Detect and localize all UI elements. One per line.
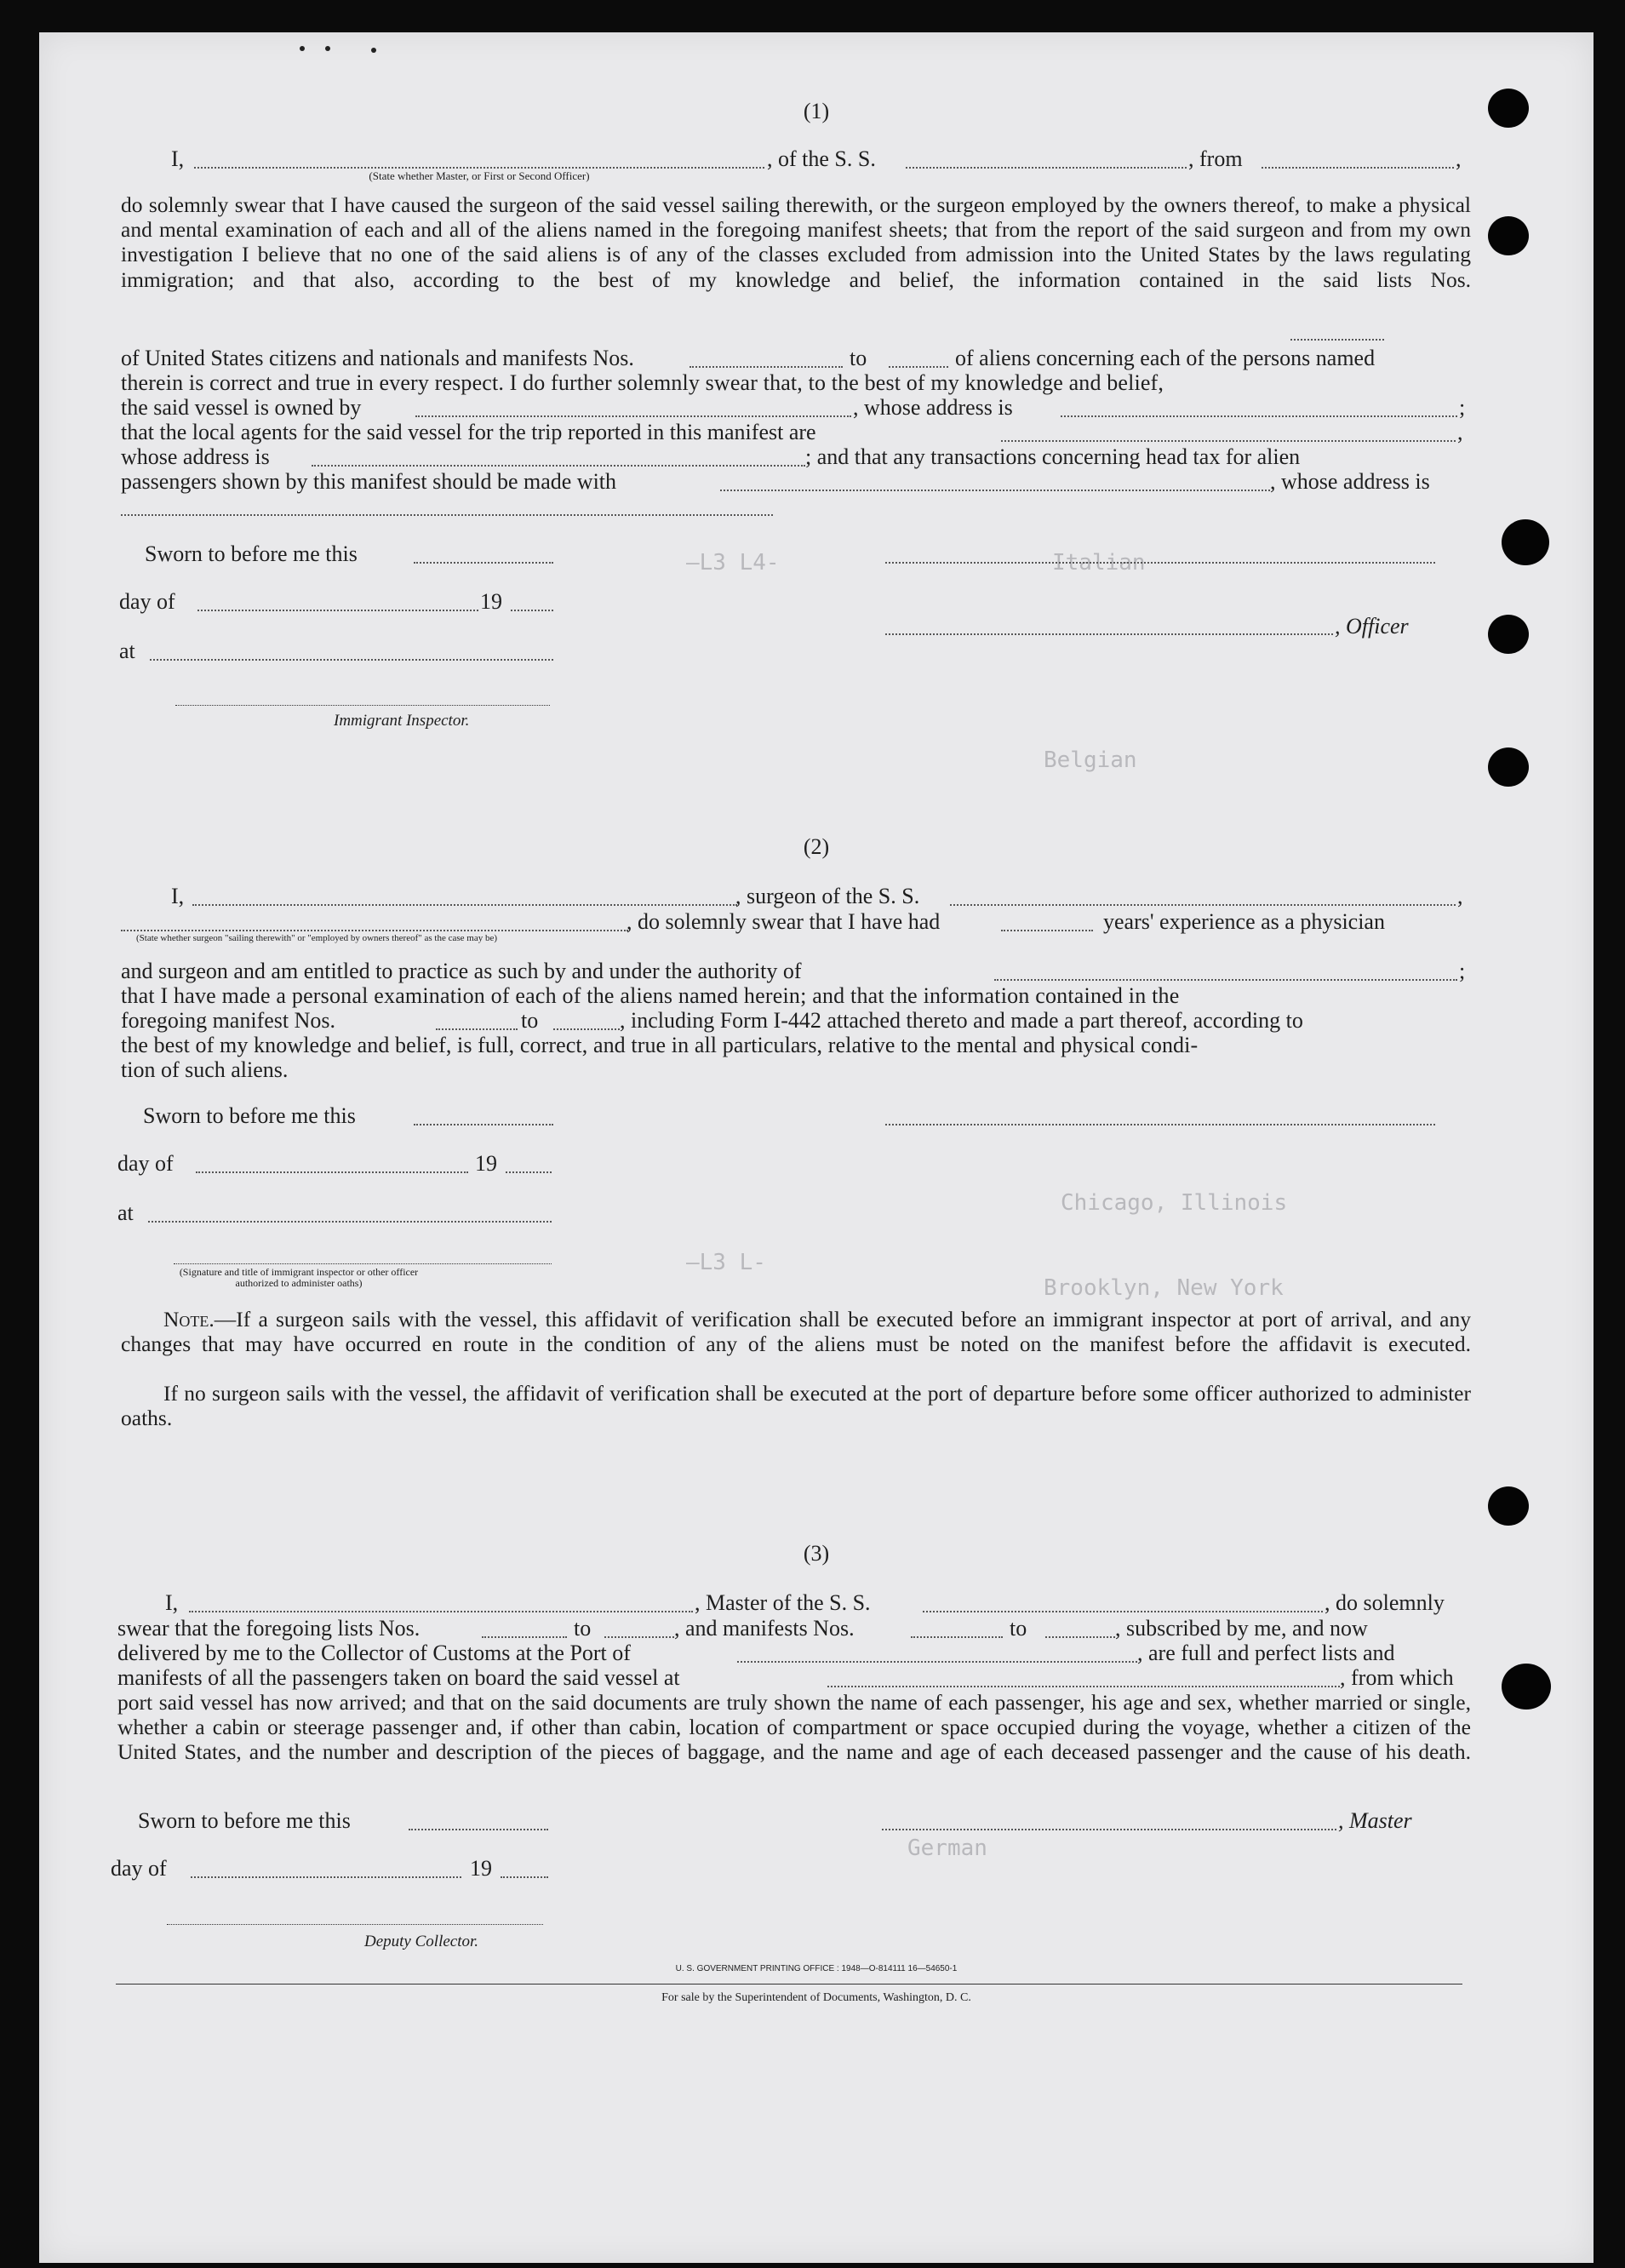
master-name-field[interactable] [189,1611,693,1612]
head-tax-address-field[interactable] [121,514,773,516]
local-agents-label: that the local agents for the said vessel for the trip reported in this manifest are [121,420,816,444]
officer-signature-line[interactable] [174,1263,552,1264]
bleed-through-text: Italian [1052,550,1146,576]
surgeon-name-field[interactable] [192,904,737,906]
year-field[interactable] [511,610,553,611]
head-tax-contact-field[interactable] [720,490,1270,491]
whose-address-label: , whose address is [853,395,1013,420]
comma: , [1456,146,1462,171]
years-field[interactable] [1001,930,1093,931]
foregoing-label: foregoing manifest Nos. [121,1008,336,1033]
punch-hole [1488,1486,1529,1526]
immigrant-inspector-label: Immigrant Inspector. [334,712,470,730]
sworn-day-field[interactable] [409,1829,548,1830]
surgeon-of-label: , surgeon of the S. S. [735,884,920,908]
including-text: , including Form I-442 attached thereto and made a part thereof, according to [620,1008,1303,1033]
at-place-field[interactable] [150,659,553,661]
bleed-through-text: German [907,1836,987,1861]
manifests-to-field[interactable] [1045,1636,1115,1638]
owner-address-field[interactable] [1061,415,1457,417]
from-port-field[interactable] [1262,167,1454,169]
lists-from-field[interactable] [1290,339,1384,341]
to-label: to [521,1008,539,1033]
us-manifests-from-field[interactable] [689,366,843,368]
vessel-name-field[interactable] [906,167,1187,169]
surgeon-status-field[interactable] [121,930,628,931]
owned-by-label: the said vessel is owned by [121,395,362,420]
punch-hole [1502,519,1549,565]
master-signature-field[interactable] [882,1829,1336,1830]
speck [371,48,376,53]
passengers-label: passengers shown by this manifest should be made with [121,469,617,494]
and-manifests-label: , and manifests Nos. [674,1616,855,1641]
inspector-signature-line[interactable] [175,705,550,706]
master-of-label: , Master of the S. S. [695,1590,871,1615]
month-field[interactable] [197,610,478,611]
bleed-through-text: —L3 L- [686,1250,766,1275]
i-label: I, [171,146,185,171]
section-3-number: (3) [803,1541,830,1566]
from-label: , from [1188,146,1243,171]
punch-hole [1488,747,1529,787]
officer-label: , Officer [1335,614,1409,639]
semicolon: ; [1459,959,1466,983]
surgeon-status-caption: (State whether surgeon "sailing therewith" or "employed by owners thereof" as the case may be) [136,933,498,943]
agent-address-field[interactable] [312,465,805,467]
delivered-label: delivered by me to the Collector of Customs at the Port of [117,1641,631,1665]
agent-address-label: whose address is [121,444,270,469]
port-field[interactable] [737,1661,1137,1663]
form-page [39,32,1594,2263]
officer-name-field[interactable] [885,633,1333,635]
sworn-label: Sworn to before me this [143,1103,356,1128]
sworn-label: Sworn to before me this [145,541,358,566]
section-2-number: (2) [803,834,830,859]
lists-to-field[interactable] [604,1636,674,1638]
sworn-day-field[interactable] [414,562,553,564]
local-agents-field[interactable] [1001,440,1456,442]
owner-field[interactable] [415,415,851,417]
master-label: , Master [1338,1808,1412,1833]
punch-hole [1488,615,1529,654]
semicolon: ; [1459,395,1466,420]
full-perfect-text: , are full and perfect lists and [1137,1641,1395,1665]
i-label: I, [171,884,185,908]
bleed-through-text: Belgian [1044,747,1137,773]
sale-notice: For sale by the Superintendent of Documents, Washington, D. C. [661,1991,971,2004]
vessel-name-field[interactable] [923,1611,1323,1612]
from-which-label: , from which [1340,1665,1454,1690]
deputy-signature-line[interactable] [167,1924,543,1925]
comma: , [1457,884,1463,908]
i-label: I, [165,1590,179,1615]
to-label: to [574,1616,592,1641]
year-prefix: 19 [475,1151,497,1176]
speck [325,46,330,51]
year-field[interactable] [501,1876,548,1878]
deputy-collector-label: Deputy Collector. [364,1933,479,1950]
month-field[interactable] [191,1876,461,1878]
note-label: Note. [163,1307,215,1332]
note-paragraph [121,1307,1471,1382]
to-label: to [1010,1616,1027,1641]
lists-from-field[interactable] [482,1636,567,1638]
signature-caption: (Signature and title of immigrant inspector or other officer authorized to administer oaths) [179,1266,419,1289]
best-text: the best of my knowledge and belief, is full, correct, and true in all particulars, relative to the mental and physical condi- [121,1033,1199,1057]
of-ss-label: , of the S. S. [767,146,876,171]
bleed-through-text: Brooklyn, New York [1044,1275,1284,1301]
whose-address-label: , whose address is [1270,469,1430,494]
solemnly-label: , do solemnly [1325,1590,1445,1615]
officer-rank-caption: (State whether Master, or First or Second Officer) [369,169,590,182]
us-manifests-to-field[interactable] [889,366,948,368]
to-label: to [850,346,867,370]
manifest-from-field[interactable] [436,1028,518,1030]
officer-signature-field[interactable] [885,562,1435,564]
surgeon-signature-field[interactable] [885,1124,1435,1125]
day-of-label: day of [119,589,175,614]
manifest-to-field[interactable] [553,1028,620,1030]
manifests-all-label: manifests of all the passengers taken on board the said vessel at [117,1665,680,1690]
day-of-label: day of [117,1151,174,1176]
correct-true-text: therein is correct and true in every respect. I do further solemnly swear that, to the best of my knowledge and belief, [121,370,1164,395]
day-of-label: day of [111,1856,167,1881]
aliens-concerning-label: of aliens concerning each of the persons named [955,346,1376,370]
comma: , [1457,420,1463,444]
tion-text: tion of such aliens. [121,1057,289,1082]
embarkation-port-field[interactable] [827,1686,1340,1687]
at-place-field[interactable] [148,1221,552,1223]
punch-hole [1502,1664,1551,1710]
years-label: years' experience as a physician [1103,909,1385,934]
examination-text: that I have made a personal examination of each of the aliens named herein; and that the information contained in the [121,983,1180,1008]
officer-rank-field[interactable] [194,167,764,169]
at-label: at [117,1200,134,1225]
swear-label: , do solemnly swear that I have had [627,909,941,934]
month-field[interactable] [196,1171,468,1173]
year-prefix: 19 [480,589,502,614]
gpo-imprint: U. S. GOVERNMENT PRINTING OFFICE : 1948—O-814111 16—54650-1 [675,1964,958,1973]
section-3-body: port said vessel has now arrived; and that on the said documents are truly shown the name of each passenger, his age and sex, whether married or single, whether a cabin or steerage passenger and, if other than cabin, location of compartment or space occupied during the voyage, whether a citizen of the United States, and the number and description of the pieces of baggage, and the name and age of each deceased passenger and the cause of his death. [117,1690,1471,1765]
vessel-name-field[interactable] [950,904,1456,906]
year-prefix: 19 [470,1856,492,1881]
swear-lists-label: swear that the foregoing lists Nos. [117,1616,421,1641]
sworn-label: Sworn to before me this [138,1808,351,1833]
sworn-day-field[interactable] [414,1124,553,1125]
section-1-number: (1) [803,99,830,123]
punch-hole [1488,216,1529,255]
manifests-from-field[interactable] [911,1636,1003,1638]
if-no-surgeon-paragraph: If no surgeon sails with the vessel, the affidavit of verification shall be executed at the port of departure before some officer authorized to administer oaths. [121,1381,1471,1431]
at-label: at [119,639,135,663]
speck [300,46,305,51]
bleed-through-text: —L3 L4- [686,550,780,576]
authority-field[interactable] [994,979,1457,981]
bleed-through-text: Chicago, Illinois [1061,1190,1288,1216]
us-manifests-label: of United States citizens and nationals and manifests Nos. [121,346,634,370]
section-1-body: do solemnly swear that I have caused the surgeon of the said vessel sailing therewith, or the surgeon employed by the owners thereof, to make a physical and mental examination of each and all of the aliens named in the foregoing manifest sheets; that from the report of the said surgeon and from my own investigation I believe that no one of the said aliens is of any of the classes excluded from admission into the United States by the laws regulating immigration; and that also, according to the best of my knowledge and belief, the information contained in the said lists Nos. [121,192,1471,292]
head-tax-text: ; and that any transactions concerning head tax for alien [805,444,1301,469]
note-text: —If a surgeon sails with the vessel, this affidavit of verification shall be executed before an immigrant inspector at port of arrival, and any changes that may have occurred en route in the condition of any of the aliens must be noted on the manifest before the affidavit is executed. [121,1307,1471,1357]
year-field[interactable] [506,1171,552,1173]
authority-label: and surgeon and am entitled to practice as such by and under the authority of [121,959,802,983]
subscribed-text: , subscribed by me, and now [1115,1616,1368,1641]
